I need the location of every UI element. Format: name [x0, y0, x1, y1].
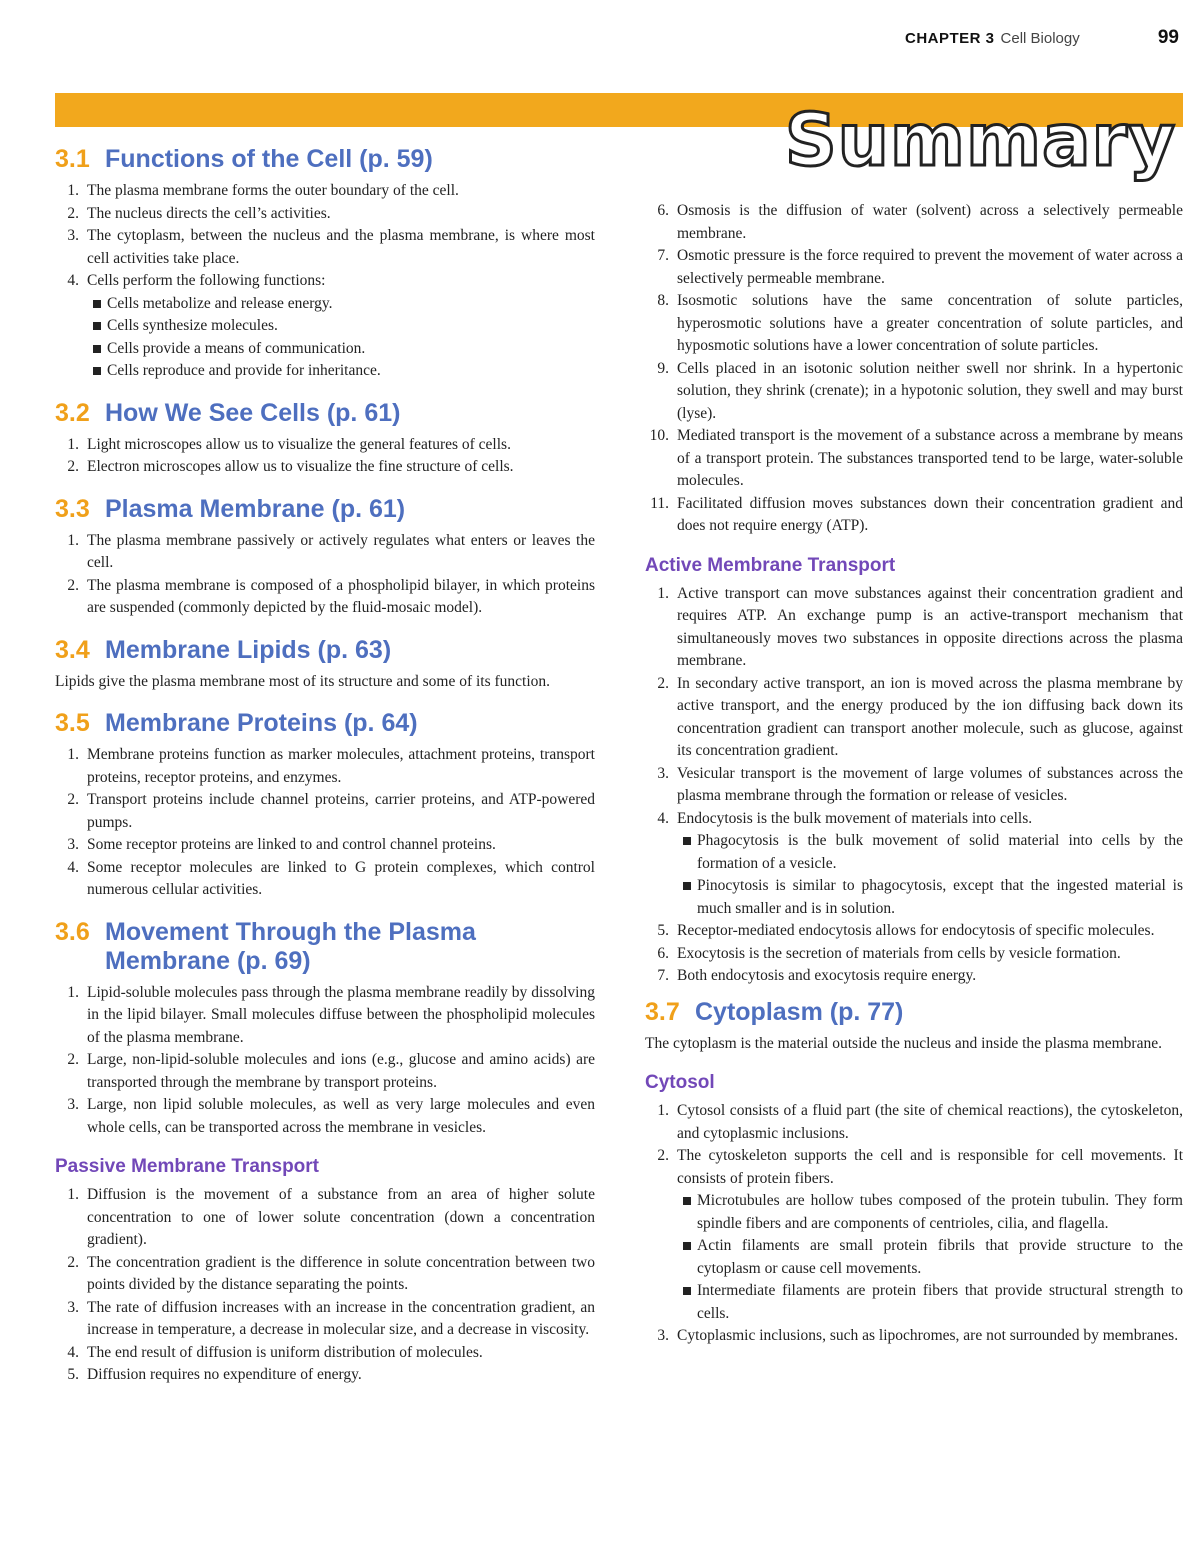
item-body: [677, 943, 1183, 966]
section-number: 3.4: [55, 635, 90, 664]
item-body: [677, 673, 1183, 763]
item-number: 1.: [657, 1102, 669, 1119]
section-number: 3.7: [645, 997, 680, 1026]
item-text: Transport proteins include channel proteins, carrier proteins, and ATP-powered pumps.: [87, 791, 595, 831]
item-number: 1.: [67, 531, 79, 549]
item-text: Cytoplasmic inclusions, such as lipochromes, are not surrounded by membranes.: [677, 1327, 1179, 1344]
list-item: [55, 225, 595, 270]
list-item: [645, 290, 1183, 358]
item-number: 5.: [67, 1366, 79, 1383]
numbered-list: [55, 434, 595, 479]
item-text: Cells perform the following functions:: [87, 272, 326, 289]
numbered-list: [55, 1184, 595, 1387]
item-text: The plasma membrane passively or actively regulates what enters or leaves the cell.: [87, 531, 595, 571]
list-item: [55, 1364, 595, 1387]
item-number: 9.: [657, 359, 669, 377]
list-item: [55, 857, 595, 902]
item-number: 3.: [67, 1298, 79, 1316]
bullet-text: Cells provide a means of communication.: [107, 339, 366, 357]
item-text: Diffusion is the movement of a substance from an area of higher solute concentration to one of lower solute concentration (down a concentration gradient).: [87, 1186, 595, 1248]
summary-block: [55, 145, 595, 383]
section-heading: [645, 998, 1183, 1027]
summary-block: [55, 495, 595, 620]
item-number: 5.: [657, 922, 669, 939]
item-number: 3.: [657, 1327, 669, 1344]
item-body: [677, 200, 1183, 245]
item-body: [87, 434, 595, 457]
left-column: [55, 145, 595, 1397]
bullet-item: [87, 315, 595, 338]
list-item: [55, 1297, 595, 1342]
square-bullet-icon: [87, 293, 107, 316]
section-number: 3.1: [55, 145, 90, 173]
list-item: [645, 200, 1183, 245]
summary-block: [55, 918, 595, 1140]
list-item: [55, 1342, 595, 1365]
bullet-text: Microtubules are hollow tubes composed of the protein tubulin. They form spindle fibers and are components of centrioles, cilia, and flagella.: [697, 1192, 1183, 1232]
item-text: Cytosol consists of a fluid part (the site of chemical reactions), the cytoskeleton, and cytoplasmic inclusions.: [677, 1102, 1183, 1142]
item-body: [87, 834, 595, 857]
item-text: Some receptor molecules are linked to G protein complexes, which control numerous cellular activities.: [87, 858, 595, 898]
item-text: The cytoskeleton supports the cell and is responsible for cell movements. It consists of protein fibers.: [677, 1147, 1183, 1187]
item-number: 4.: [67, 858, 79, 876]
section-number: 3.6: [55, 917, 90, 946]
bullet-item: [677, 1235, 1183, 1280]
square-bullet-icon: [87, 338, 107, 361]
section-title: Membrane Lipids (p. 63): [105, 635, 392, 664]
bullet-list: [87, 293, 595, 383]
item-body: [677, 245, 1183, 290]
subsection-heading: Active Membrane Transport: [645, 554, 896, 576]
list-item: [645, 583, 1183, 673]
item-body: [87, 1094, 595, 1139]
section-heading: [55, 495, 595, 524]
item-body: [87, 982, 595, 1050]
item-body: [87, 203, 595, 226]
item-number: 2.: [67, 204, 79, 222]
section-title: Cytoplasm (p. 77): [695, 997, 904, 1026]
list-item: [55, 982, 595, 1050]
item-body: [677, 493, 1183, 538]
item-number: 6.: [657, 202, 669, 219]
section-title: Membrane Proteins (p. 64): [105, 709, 418, 737]
square-bullet-icon: [677, 1280, 697, 1325]
numbered-list: [645, 583, 1183, 988]
item-number: 2.: [67, 458, 79, 475]
item-number: 2.: [67, 791, 79, 808]
section-heading: [55, 636, 595, 665]
bullet-text: Cells reproduce and provide for inheritance.: [107, 362, 381, 379]
item-number: 8.: [657, 292, 669, 309]
item-body: [677, 583, 1183, 673]
item-text: The end result of diffusion is uniform distribution of molecules.: [87, 1343, 483, 1361]
numbered-list: [55, 180, 595, 383]
list-item: [645, 425, 1183, 493]
item-text: The nucleus directs the cell’s activities.: [87, 204, 331, 222]
item-text: Receptor-mediated endocytosis allows for endocytosis of specific molecules.: [677, 922, 1155, 939]
item-body: [677, 290, 1183, 358]
item-text: Vesicular transport is the movement of large volumes of substances across the plasma membrane through the formation or release of vesicles.: [677, 764, 1183, 804]
list-item: [645, 673, 1183, 763]
item-number: 2.: [657, 1147, 669, 1164]
running-head: [905, 27, 1185, 48]
item-number: 4.: [67, 1343, 79, 1361]
item-body: [87, 744, 595, 789]
item-text: Large, non lipid soluble molecules, as well as very large molecules and even whole cells, can be transported across the membrane in vesicles.: [87, 1096, 595, 1136]
summary-block: [645, 998, 1183, 1056]
list-item: [645, 358, 1183, 426]
item-number: 2.: [657, 674, 669, 692]
summary-title: Summary: [784, 98, 1176, 182]
item-number: 1.: [67, 182, 79, 199]
item-number: 2.: [67, 576, 79, 594]
square-bullet-icon: [677, 875, 697, 920]
numbered-list: [55, 982, 595, 1140]
summary-block: [55, 709, 595, 902]
item-text: The rate of diffusion increases with an increase in the concentration gradient, an increase in temperature, a decrease in molecular size, and a decrease in viscosity.: [87, 1298, 595, 1338]
square-bullet-icon: [677, 1190, 697, 1235]
summary-block: [645, 1071, 1183, 1348]
summary-block: [645, 554, 1183, 988]
summary-block: [55, 399, 595, 479]
item-text: Facilitated diffusion moves substances down their concentration gradient and does not require energy (ATP).: [677, 494, 1183, 534]
item-number: 1.: [67, 1186, 79, 1203]
item-number: 3.: [67, 1096, 79, 1113]
item-body: [87, 1049, 595, 1094]
list-item: [55, 203, 595, 226]
item-number: 4.: [67, 272, 79, 289]
section-title: Functions of the Cell (p. 59): [105, 145, 433, 173]
item-text: Lipid-soluble molecules pass through the plasma membrane readily by dissolving in the lipid bilayer. Small molecules diffuse between the phospholipid molecules of the plasma membrane.: [87, 983, 595, 1046]
item-text: The cytoplasm, between the nucleus and the plasma membrane, is where most cell activities take place.: [87, 227, 595, 267]
section-paragraph: Lipids give the plasma membrane most of its structure and some of its function.: [55, 672, 551, 690]
list-item: [55, 270, 595, 383]
item-body: [87, 1342, 595, 1365]
item-body: [87, 456, 595, 479]
list-item: [55, 834, 595, 857]
item-text: Both endocytosis and exocytosis require energy.: [677, 967, 977, 984]
item-text: Some receptor proteins are linked to and control channel proteins.: [87, 836, 496, 853]
list-item: [55, 744, 595, 789]
section-heading: [55, 145, 595, 174]
summary-block: [55, 636, 595, 694]
bullet-item: [87, 360, 595, 383]
item-text: The plasma membrane forms the outer boundary of the cell.: [87, 182, 459, 199]
item-body: [87, 270, 595, 383]
item-text: Osmotic pressure is the force required to prevent the movement of water across a selectively permeable membrane.: [677, 247, 1183, 287]
item-text: Large, non-lipid-soluble molecules and ions (e.g., glucose and amino acids) are transported through the membrane by transport proteins.: [87, 1051, 595, 1091]
section-heading: [55, 709, 595, 738]
summary-block: [645, 200, 1183, 538]
item-text: Endocytosis is the bulk movement of materials into cells.: [677, 809, 1033, 827]
list-item: [55, 1049, 595, 1094]
bullet-text: Cells metabolize and release energy.: [107, 294, 333, 312]
list-item: [55, 789, 595, 834]
item-body: [87, 225, 595, 270]
section-number: 3.3: [55, 494, 90, 523]
section-heading: [55, 399, 595, 428]
item-number: 2.: [67, 1051, 79, 1068]
item-text: The plasma membrane is composed of a phospholipid bilayer, in which proteins are suspended (commonly depicted by the fluid-mosaic model).: [87, 576, 595, 616]
item-text: Osmosis is the diffusion of water (solvent) across a selectively permeable membrane.: [677, 202, 1183, 242]
item-text: Light microscopes allow us to visualize the general features of cells.: [87, 435, 511, 453]
bullet-text: Intermediate filaments are protein fibers that provide structural strength to cells.: [697, 1282, 1183, 1322]
list-item: [55, 575, 595, 620]
item-number: 3.: [67, 227, 79, 244]
item-body: [677, 425, 1183, 493]
list-item: [55, 456, 595, 479]
item-body: [87, 1184, 595, 1252]
item-number: 11.: [650, 494, 669, 512]
square-bullet-icon: [677, 1235, 697, 1280]
item-text: Active transport can move substances against their concentration gradient and requires ATP. An exchange pump is an active-transport mechanism that simultaneously moves two substances in opposite directions across the plasma membrane.: [677, 584, 1183, 669]
section-number: 3.2: [55, 398, 90, 427]
item-text: Membrane proteins function as marker molecules, attachment proteins, transport proteins, receptor proteins, and enzymes.: [87, 746, 595, 786]
item-body: [677, 808, 1183, 921]
item-body: [87, 180, 595, 203]
item-body: [677, 920, 1183, 943]
item-number: 7.: [657, 247, 669, 264]
numbered-list: [645, 1100, 1183, 1348]
summary-block: [55, 1155, 595, 1387]
item-text: In secondary active transport, an ion is moved across the plasma membrane by active transport, and the energy produced by the ion diffusing back down its concentration gradient can transport another molecule, such as glucose, against its concentration gradient.: [677, 674, 1183, 759]
bullet-item: [677, 830, 1183, 875]
bullet-item: [677, 1280, 1183, 1325]
list-item: [55, 180, 595, 203]
bullet-text: Phagocytosis is the bulk movement of solid material into cells by the formation of a vesicle.: [697, 832, 1183, 872]
section-title: Plasma Membrane (p. 61): [105, 494, 406, 523]
chapter-label: CHAPTER 3: [905, 30, 995, 47]
list-item: [645, 920, 1183, 943]
list-item: [645, 1100, 1183, 1145]
bullet-item: [87, 338, 595, 361]
item-text: The concentration gradient is the difference in solute concentration between two points divided by the distance separating the points.: [87, 1253, 595, 1293]
item-number: 1.: [67, 435, 79, 453]
item-number: 3.: [67, 836, 79, 853]
item-number: 4.: [657, 809, 669, 827]
item-number: 7.: [657, 967, 669, 984]
list-item: [55, 530, 595, 575]
square-bullet-icon: [87, 315, 107, 338]
list-item: [55, 434, 595, 457]
item-text: Exocytosis is the secretion of materials from cells by vesicle formation.: [677, 944, 1121, 962]
item-text: Isosmotic solutions have the same concentration of solute particles, hyperosmotic solutions have a greater concentration of solute particles, and hyposmotic solutions have a lower concentration of solute particles.: [677, 292, 1183, 354]
bullet-text: Pinocytosis is similar to phagocytosis, except that the ingested material is much smaller and is in solution.: [697, 877, 1183, 917]
item-number: 3.: [657, 764, 669, 782]
list-item: [645, 943, 1183, 966]
right-column: [645, 200, 1183, 1358]
item-number: 1.: [67, 983, 79, 1001]
item-text: Electron microscopes allow us to visualize the fine structure of cells.: [87, 458, 514, 475]
square-bullet-icon: [87, 360, 107, 383]
item-body: [677, 763, 1183, 808]
section-number: 3.5: [55, 709, 90, 737]
item-number: 2.: [67, 1253, 79, 1271]
bullet-list: [677, 1190, 1183, 1325]
bullet-item: [677, 875, 1183, 920]
numbered-list: [645, 200, 1183, 538]
numbered-list: [55, 530, 595, 620]
page-number: 99: [1157, 27, 1179, 48]
chapter-subject: Cell Biology: [1000, 30, 1080, 47]
item-body: [87, 789, 595, 834]
item-number: 10.: [649, 427, 669, 444]
bullet-item: [677, 1190, 1183, 1235]
item-body: [87, 575, 595, 620]
item-number: 1.: [67, 746, 79, 763]
section-title: Movement Through the Plasma Membrane (p. 69): [105, 917, 476, 975]
bullet-text: Cells synthesize molecules.: [107, 317, 278, 334]
list-item: [645, 1145, 1183, 1325]
item-body: [677, 358, 1183, 426]
bullet-list: [677, 830, 1183, 920]
section-title: How We See Cells (p. 61): [105, 398, 401, 427]
list-item: [55, 1252, 595, 1297]
item-body: [87, 1297, 595, 1342]
list-item: [645, 808, 1183, 921]
list-item: [645, 245, 1183, 290]
list-item: [55, 1184, 595, 1252]
list-item: [645, 763, 1183, 808]
list-item: [55, 1094, 595, 1139]
item-body: [677, 1100, 1183, 1145]
item-body: [87, 530, 595, 575]
item-body: [677, 1325, 1183, 1348]
item-text: Cells placed in an isotonic solution neither swell nor shrink. In a hypertonic solution, they shrink (crenate); in a hypotonic solution, they swell and may burst (lyse).: [677, 359, 1183, 422]
list-item: [645, 493, 1183, 538]
subsection-heading: Cytosol: [645, 1072, 715, 1093]
section-paragraph: The cytoplasm is the material outside the nucleus and inside the plasma membrane.: [645, 1034, 1162, 1052]
item-body: [87, 857, 595, 902]
numbered-list: [55, 744, 595, 902]
item-body: [677, 1145, 1183, 1325]
section-heading: [55, 918, 595, 976]
item-text: Mediated transport is the movement of a substance across a membrane by means of a transport protein. The substances transported tend to be large, water-soluble molecules.: [677, 427, 1183, 489]
bullet-item: [87, 293, 595, 316]
item-number: 6.: [657, 944, 669, 962]
list-item: [645, 965, 1183, 988]
item-body: [677, 965, 1183, 988]
subsection-heading: Passive Membrane Transport: [55, 1156, 319, 1177]
item-text: Diffusion requires no expenditure of energy.: [87, 1366, 362, 1383]
item-body: [87, 1364, 595, 1387]
item-body: [87, 1252, 595, 1297]
square-bullet-icon: [677, 830, 697, 875]
item-number: 1.: [657, 584, 669, 602]
bullet-text: Actin filaments are small protein fibrils that provide structure to the cytoplasm or cause cell movements.: [697, 1237, 1183, 1277]
list-item: [645, 1325, 1183, 1348]
